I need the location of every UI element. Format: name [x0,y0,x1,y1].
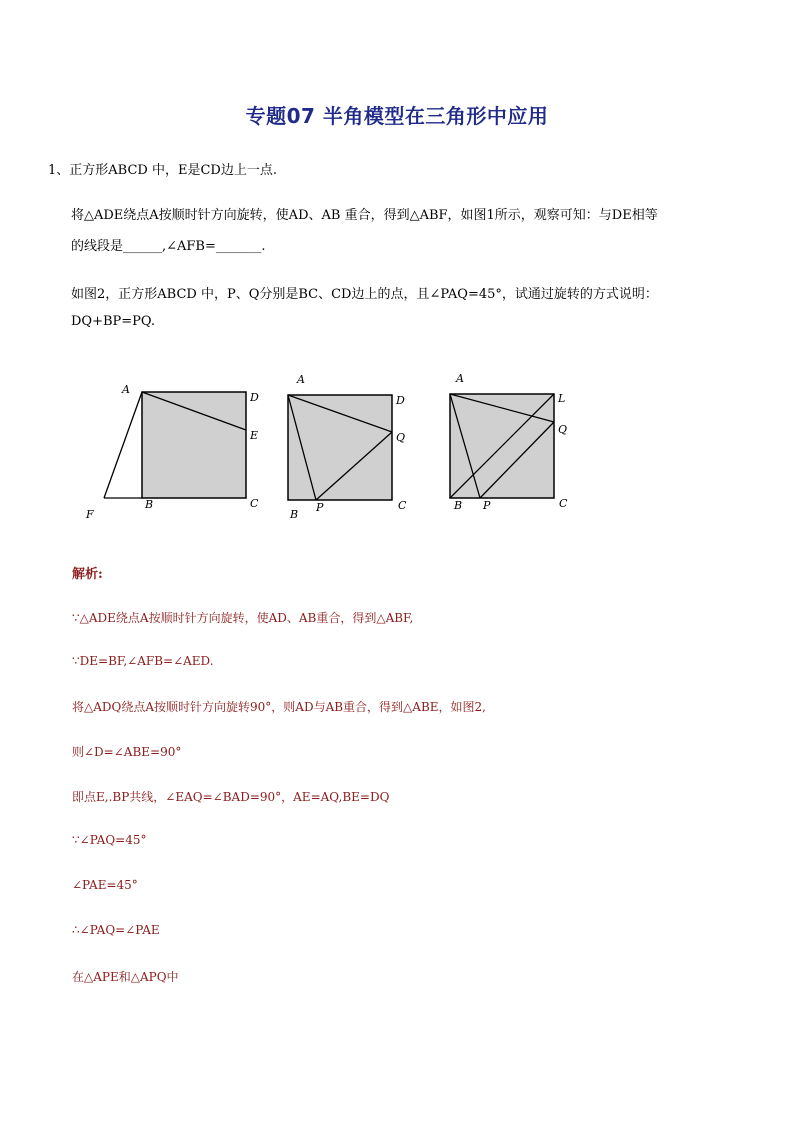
page-title: 专题07 半角模型在三角形中应用 [245,104,549,128]
fig1-segment-af [104,392,142,498]
solution-line: 即点E,.BP共线，∠EAQ=∠BAD=90°，AE=AQ,BE=DQ [72,790,390,804]
fig3-label-a: A [456,372,464,385]
solution-line: 将△ADQ绕点A按顺时针方向旋转90°，则AD与AB重合，得到△ABE，如图2, [72,700,486,714]
fig2-label-a: A [297,373,305,386]
question-part1-line1: 将△ADE绕点A按顺时针方向旋转，使AD、AB 重合，得到△ABF，如图1所示，观察可知：与DE相等 [71,208,658,223]
question-part1-line2: 的线段是______,∠AFB=_______. [71,239,266,254]
question-lead: 1、正方形ABCD 中，E是CD边上一点. [48,163,277,178]
solution-line: ∠PAE=45° [72,878,138,892]
fig3-label-c: C [559,497,568,510]
fig1-label-f: F [86,508,94,521]
fig1-label-d: D [250,391,259,404]
fig2-label-b: B [290,508,299,521]
fig2-label-d: D [396,394,405,407]
figure-1 [85,383,259,521]
fig1-label-e: E [250,429,259,442]
solution-line: 则∠D=∠ABE=90° [72,745,182,759]
solution-line: ∵∠PAQ=45° [72,833,147,847]
solution-line: ∵△ADE绕点A按顺时针方向旋转，使AD、AB重合，得到△ABF, [72,611,414,625]
fig3-label-q: Q [558,423,568,436]
fig2-label-p: P [316,501,324,514]
fig3-label-p: P [483,499,491,512]
fig2-square [288,395,392,500]
geometry-figures [0,360,794,530]
figure-3 [450,372,568,512]
fig2-label-c: C [398,499,407,512]
solution-line: ∵DE=BF,∠AFB=∠AED. [72,654,214,668]
fig1-label-a: A [122,383,130,396]
fig1-label-c: C [250,497,259,510]
fig1-square [142,392,246,498]
fig2-label-q: Q [396,431,406,444]
fig3-label-l: L [558,392,566,405]
fig1-label-b: B [145,498,154,511]
figure-2 [288,373,407,521]
question-part2-line1: 如图2，正方形ABCD 中，P、Q分别是BC、CD边上的点，且∠PAQ=45°，试通过旋转的方式说明： [71,287,658,302]
solution-line: 在△APE和△APQ中 [72,970,179,984]
question-part2-line2: DQ+BP=PQ. [71,314,156,329]
fig3-label-b: B [454,499,463,512]
solution-heading: 解析: [72,567,103,582]
solution-line: ∴∠PAQ=∠PAE [72,923,160,937]
